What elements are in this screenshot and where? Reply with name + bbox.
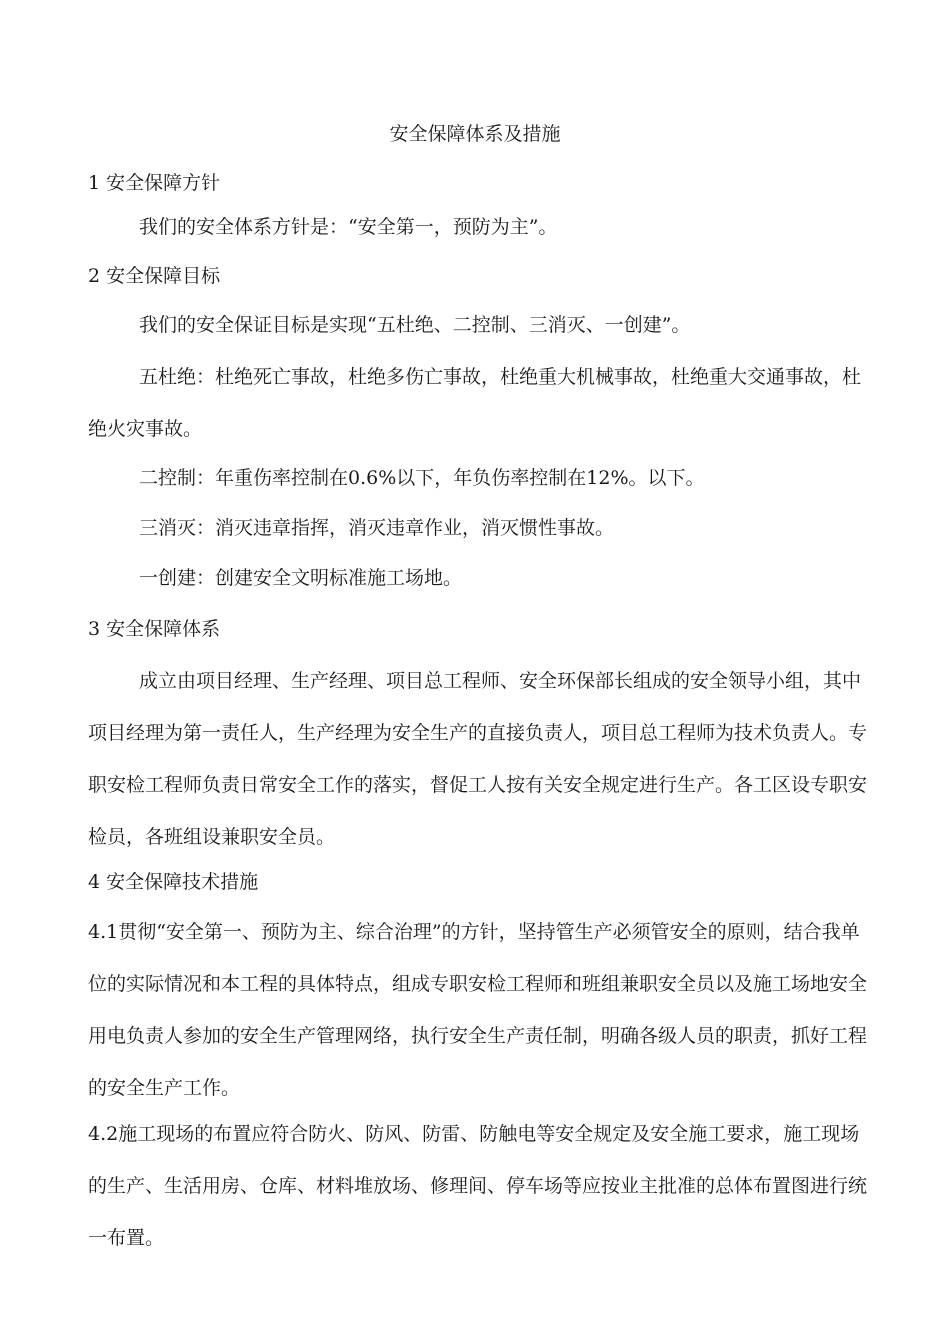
- section-heading-1: 1 安全保障方针: [88, 172, 221, 194]
- section-heading-2: 2 安全保障目标: [88, 265, 221, 287]
- document-title: 安全保障体系及措施: [389, 123, 561, 145]
- section-4-paragraph-2: 4.2施工现场的布置应符合防火、防风、防雷、防触电等安全规定及安全施工要求，施工现场的生产、生活用房、仓库、材料堆放场、修理间、停车场等应按业主批准的总体布置图进行统一布置。: [88, 1123, 868, 1249]
- section-2-paragraph-4: 三消灭：消灭违章指挥，消灭违章作业，消灭惯性事故。: [139, 517, 615, 539]
- section-2-paragraph-5: 一创建：创建安全文明标准施工场地。: [139, 567, 463, 589]
- section-heading-3: 3 安全保障体系: [88, 618, 221, 640]
- section-4-paragraph-1: 4.1贯彻“安全第一、预防为主、综合治理”的方针，坚持管生产必须管安全的原则，结合我单位的实际情况和本工程的具体特点，组成专职安检工程师和班组兼职安全员以及施工场地安全用电负责人参加的安全生产管理网络，执行安全生产责任制，明确各级人员的职责，抓好工程的安全生产工作。: [88, 921, 868, 1099]
- section-2-paragraph-1: 我们的安全保证目标是实现“五杜绝、二控制、三消灭、一创建”。: [139, 314, 691, 336]
- section-3-paragraph-1: 成立由项目经理、生产经理、项目总工程师、安全环保部长组成的安全领导小组，其中项目经理为第一责任人，生产经理为安全生产的直接负责人，项目总工程师为技术负责人。专职安检工程师负责日常安全工作的落实，督促工人按有关安全规定进行生产。各工区设专职安检员，各班组设兼职安全员。: [88, 670, 868, 848]
- section-1-paragraph-1: 我们的安全体系方针是：“安全第一，预防为主”。: [139, 216, 558, 238]
- section-2-paragraph-2: 五杜绝：杜绝死亡事故，杜绝多伤亡事故，杜绝重大机械事故，杜绝重大交通事故，杜绝火灾事故。: [88, 366, 862, 440]
- section-2-paragraph-3: 二控制：年重伤率控制在0.6%以下，年负伤率控制在12%。以下。: [139, 467, 705, 489]
- section-heading-4: 4 安全保障技术措施: [88, 871, 259, 893]
